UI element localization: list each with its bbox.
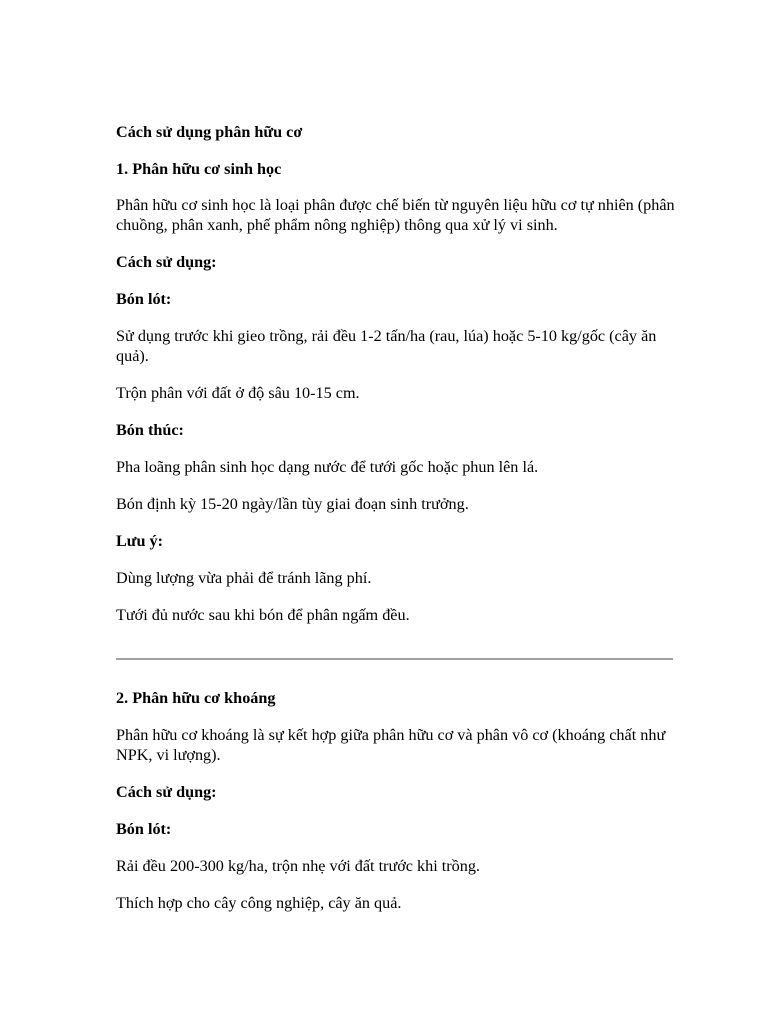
- section-2-bon-lot-paragraph-1: Rải đều 200-300 kg/ha, trộn nhẹ với đất trước khi trồng.: [116, 857, 480, 875]
- section-2-bon-lot-paragraph-2: Thích hợp cho cây công nghiệp, cây ăn quả.: [116, 894, 402, 912]
- section-2-heading: 2. Phân hữu cơ khoáng: [116, 689, 276, 707]
- section-2-intro: Phân hữu cơ khoáng là sự kết hợp giữa phân hữu cơ và phân vô cơ (khoáng chất như NPK, vi lượng).: [116, 726, 666, 764]
- section-1-note-paragraph-1: Dùng lượng vừa phải để tránh lãng phí.: [116, 569, 372, 587]
- document-body-section-2: [116, 688, 676, 913]
- section-1-bon-thuc-paragraph-2: Bón định kỳ 15-20 ngày/lần tùy giai đoạn sinh trưởng.: [116, 495, 469, 513]
- section-1-bon-thuc-paragraph-1: Pha loãng phân sinh học dạng nước để tưới gốc hoặc phun lên lá.: [116, 458, 539, 476]
- section-2-usage-label: Cách sử dụng:: [116, 783, 217, 801]
- section-1-bon-lot-paragraph-2: Trộn phân với đất ở độ sâu 10-15 cm.: [116, 384, 360, 402]
- section-1-heading: 1. Phân hữu cơ sinh học: [116, 160, 282, 178]
- section-1-note-label: Lưu ý:: [116, 532, 164, 550]
- horizontal-divider: [116, 658, 673, 660]
- section-1-bon-lot-label: Bón lót:: [116, 290, 172, 308]
- section-1-bon-lot-paragraph-1: Sử dụng trước khi gieo trồng, rải đều 1-2 tấn/ha (rau, lúa) hoặc 5-10 kg/gốc (cây ăn quả).: [116, 327, 657, 365]
- section-1-note-paragraph-2: Tưới đủ nước sau khi bón để phân ngấm đều.: [116, 606, 410, 624]
- document-body: [116, 122, 676, 625]
- section-1-intro: Phân hữu cơ sinh học là loại phân được chế biến từ nguyên liệu hữu cơ tự nhiên (phân chuồng, phân xanh, phế phẩm nông nghiệp) thông qua xử lý vi sinh.: [116, 196, 675, 234]
- section-2-bon-lot-label: Bón lót:: [116, 820, 172, 838]
- section-1-usage-label: Cách sử dụng:: [116, 253, 217, 271]
- section-1-bon-thuc-label: Bón thúc:: [116, 421, 184, 439]
- document-title: Cách sử dụng phân hữu cơ: [116, 123, 303, 141]
